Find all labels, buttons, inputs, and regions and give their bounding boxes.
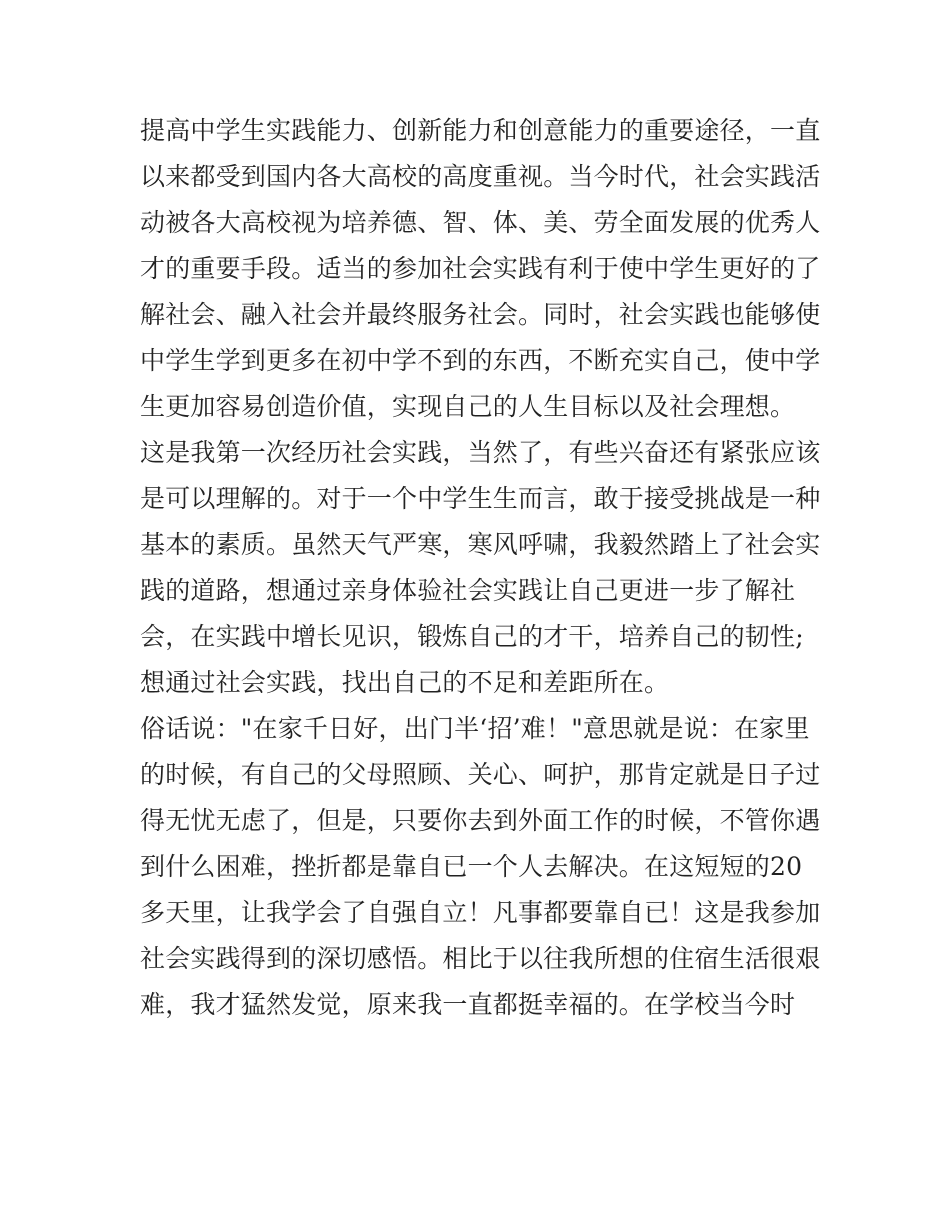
text-line: 的时候，有自己的父母照顾、关心、呵护，那肯定就是日子过 bbox=[140, 760, 821, 789]
text-line: 会，在实践中增长见识，锻炼自己的才干，培养自己的韧性; bbox=[140, 622, 804, 651]
text-line: 以来都受到国内各大高校的高度重视。当今时代，社会实践活 bbox=[140, 162, 821, 191]
text-line: 践的道路，想通过亲身体验社会实践让自己更进一步了解社 bbox=[140, 576, 796, 605]
text-line: 社会实践得到的深切感悟。相比于以往我所想的住宿生活很艰 bbox=[140, 944, 821, 973]
body-text bbox=[140, 108, 820, 1028]
text-line: 到什么困难，挫折都是靠自已一个人去解决。在这短短的20 bbox=[140, 852, 803, 881]
text-line: 才的重要手段。适当的参加社会实践有利于使中学生更好的了 bbox=[140, 254, 821, 283]
text-line: 难，我才猛然发觉，原来我一直都挺幸福的。在学校当今时 bbox=[140, 990, 796, 1019]
text-line: 解社会、融入社会并最终服务社会。同时，社会实践也能够使 bbox=[140, 300, 821, 329]
text-line: 中学生学到更多在初中学不到的东西，不断充实自己，使中学 bbox=[140, 346, 821, 375]
text-line: 这是我第一次经历社会实践，当然了，有些兴奋还有紧张应该 bbox=[140, 438, 821, 467]
text-line: 基本的素质。虽然天气严寒，寒风呼啸，我毅然踏上了社会实 bbox=[140, 530, 821, 559]
text-line: 动被各大高校视为培养德、智、体、美、劳全面发展的优秀人 bbox=[140, 208, 821, 237]
text-line: 是可以理解的。对于一个中学生生而言，敢于接受挑战是一种 bbox=[140, 484, 821, 513]
text-line: 想通过社会实践，找出自己的不足和差距所在。 bbox=[140, 668, 670, 697]
text-line: 多天里，让我学会了自强自立！凡事都要靠自已！这是我参加 bbox=[140, 898, 821, 927]
text-line: 生更加容易创造价值，实现自己的人生目标以及社会理想。 bbox=[140, 392, 796, 421]
text-line: 得无忧无虑了，但是，只要你去到外面工作的时候，不管你遇 bbox=[140, 806, 821, 835]
text-line: 俗话说："在家千日好，出门半‘招’难！"意思就是说：在家里 bbox=[140, 714, 810, 743]
text-line: 提高中学生实践能力、创新能力和创意能力的重要途径，一直 bbox=[140, 116, 821, 145]
